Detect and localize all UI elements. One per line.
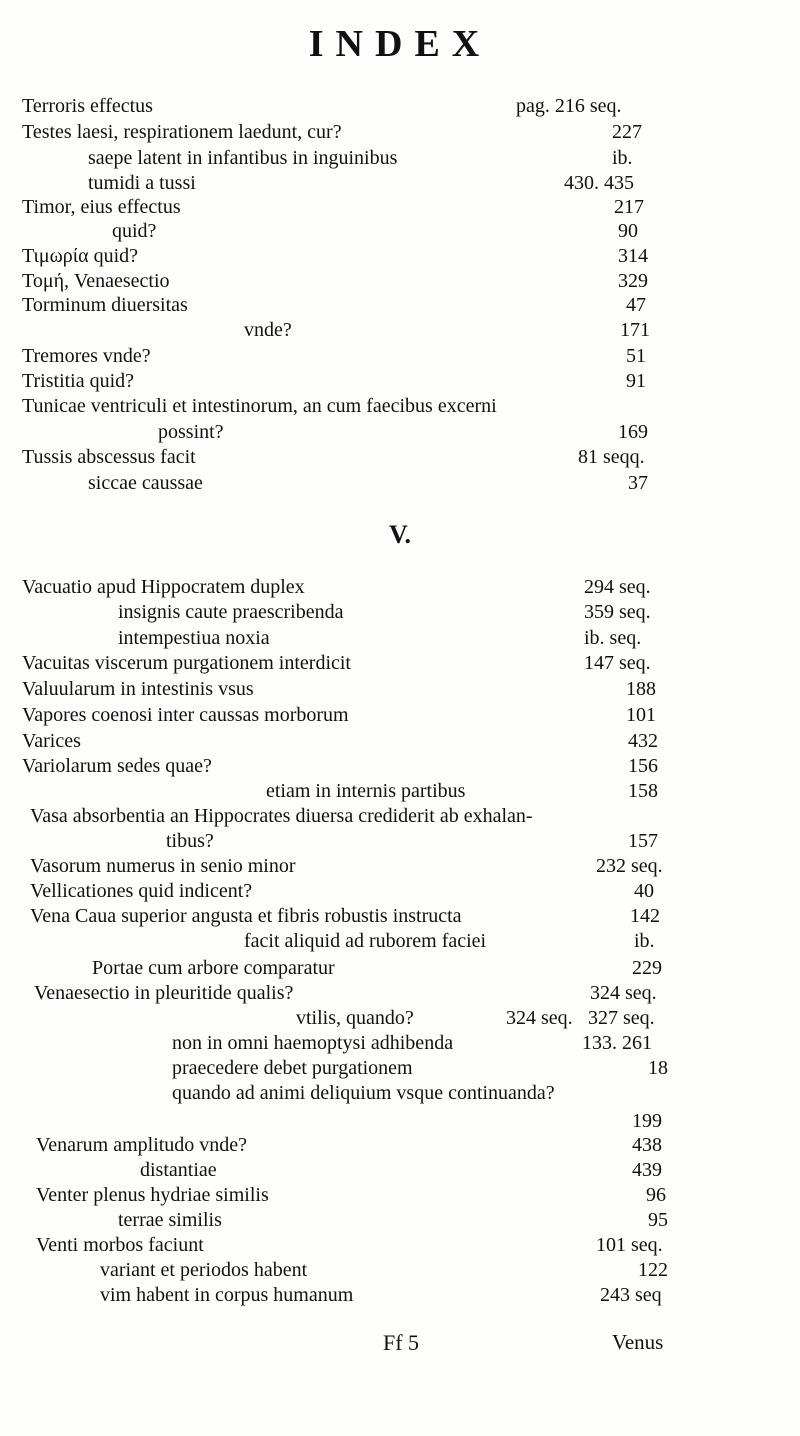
index-entry — [0, 368, 800, 394]
entry-page-ref: 438 — [632, 1134, 662, 1156]
entry-page-ref: 18 — [648, 1057, 668, 1079]
index-entry — [0, 194, 800, 220]
entry-page-ref: 158 — [628, 780, 658, 802]
entry-term: Τομή, Venaesectio — [22, 270, 170, 292]
index-entry — [0, 218, 800, 244]
entry-page-ref: 37 — [628, 472, 648, 494]
entry-term: Testes laesi, respirationem laedunt, cur? — [22, 121, 342, 143]
entry-term: Vasorum numerus in senio minor — [30, 855, 296, 877]
index-entry — [0, 444, 800, 470]
entry-term: Variolarum sedes quae? — [22, 755, 212, 777]
index-entry — [0, 1182, 800, 1208]
entry-term: etiam in internis partibus — [266, 780, 466, 802]
entry-page-ref: 243 seq — [600, 1284, 662, 1306]
index-entry — [0, 268, 800, 294]
index-entry — [0, 243, 800, 269]
index-entry — [0, 853, 800, 879]
entry-page-ref: 327 seq. — [588, 1007, 655, 1029]
entry-term: Tussis abscessus facit — [22, 446, 196, 468]
entry-page-ref: 232 seq. — [596, 855, 663, 877]
entry-page-ref: 51 — [626, 345, 646, 367]
index-entry — [0, 1030, 800, 1056]
entry-term: Venaesectio in pleuritide qualis? — [34, 982, 294, 1004]
index-entry — [0, 753, 800, 779]
entry-term: insignis caute praescribenda — [118, 601, 344, 623]
index-entry — [0, 1080, 800, 1106]
entry-page-ref: 432 — [628, 730, 658, 752]
index-entry — [0, 625, 800, 651]
entry-page-ref: 81 seqq. — [578, 446, 645, 468]
entry-term: Venti morbos faciunt — [36, 1234, 204, 1256]
entry-page-ref-secondary: 324 seq. — [506, 1007, 573, 1029]
entry-page-ref: 95 — [648, 1209, 668, 1231]
entry-term: Venter plenus hydriae similis — [36, 1184, 269, 1206]
index-entry — [0, 1055, 800, 1081]
index-entry — [0, 702, 800, 728]
index-entry — [0, 650, 800, 676]
entry-page-ref: ib. — [634, 930, 655, 952]
index-entry — [0, 980, 800, 1006]
entry-page-ref: 329 — [618, 270, 648, 292]
index-entry — [0, 828, 800, 854]
entry-term: variant et periodos habent — [100, 1259, 308, 1281]
index-entry — [0, 1257, 800, 1283]
section-letter: V. — [389, 520, 411, 549]
entry-term: vim habent in corpus humanum — [100, 1284, 354, 1306]
entry-page-ref: 91 — [626, 370, 646, 392]
entry-page-ref: 133. 261 — [582, 1032, 652, 1054]
entry-page-ref: 142 — [630, 905, 660, 927]
entry-term: Venarum amplitudo vnde? — [36, 1134, 248, 1156]
entry-page-ref: 96 — [646, 1184, 666, 1206]
entry-page-ref: 47 — [626, 294, 646, 316]
index-entry — [0, 292, 800, 318]
entry-term: Vacuitas viscerum purgationem interdicit — [22, 652, 351, 674]
index-entry — [0, 1207, 800, 1233]
entry-term: terrae similis — [118, 1209, 222, 1231]
index-entry — [0, 1132, 800, 1158]
index-entry — [0, 955, 800, 981]
entry-term: siccae caussae — [88, 472, 203, 494]
entry-term: tumidi a tussi — [88, 172, 196, 194]
entry-term: Valuularum in intestinis vsus — [22, 678, 254, 700]
index-entry — [0, 1232, 800, 1258]
catchword: Venus — [612, 1330, 664, 1354]
entry-page-ref: 156 — [628, 755, 658, 777]
entry-term: Vapores coenosi inter caussas morborum — [22, 704, 349, 726]
entry-term: Terroris effectus — [22, 95, 153, 117]
index-entry — [0, 119, 800, 145]
index-entry — [0, 93, 800, 119]
entry-term: Vellicationes quid indicent? — [30, 880, 253, 902]
entry-term: Vena Caua superior angusta et fibris robustis instructa — [30, 905, 462, 927]
entry-page-ref: 101 — [626, 704, 656, 726]
page-title: INDEX — [308, 23, 492, 65]
entry-term: vtilis, quando? — [296, 1007, 414, 1029]
index-entry — [0, 470, 800, 496]
index-entry — [0, 903, 800, 929]
entry-page-ref: 169 — [618, 421, 648, 443]
entry-term: Tremores vnde? — [22, 345, 151, 367]
entry-term: Varices — [22, 730, 81, 752]
entry-page-ref: 314 — [618, 245, 648, 267]
entry-term: praecedere debet purgationem — [172, 1057, 413, 1079]
entry-page-ref: 430. 435 — [564, 172, 634, 194]
index-entry — [0, 878, 800, 904]
entry-term: distantiae — [140, 1159, 217, 1181]
index-entry — [0, 419, 800, 445]
entry-term: intempestiua noxia — [118, 627, 270, 649]
index-entry — [0, 145, 800, 171]
index-entry — [0, 170, 800, 196]
entry-term: non in omni haemoptysi adhibenda — [172, 1032, 454, 1054]
entry-page-ref: 199 — [632, 1110, 662, 1132]
entry-term: quando ad animi deliquium vsque continuanda? — [172, 1082, 555, 1104]
index-entry — [0, 676, 800, 702]
index-entry — [0, 574, 800, 600]
entry-page-ref: 90 — [618, 220, 638, 242]
entry-term: saepe latent in infantibus in inguinibus — [88, 147, 398, 169]
entry-term: Tristitia quid? — [22, 370, 135, 392]
entry-page-ref: 439 — [632, 1159, 662, 1181]
entry-page-ref: 229 — [632, 957, 662, 979]
index-entry — [0, 1005, 800, 1031]
entry-page-ref: 101 seq. — [596, 1234, 663, 1256]
entry-term: vnde? — [244, 319, 292, 341]
index-entry — [0, 317, 800, 343]
entry-page-ref: 40 — [634, 880, 654, 902]
entry-term: Portae cum arbore comparatur — [92, 957, 335, 979]
index-entry — [0, 1157, 800, 1183]
index-entry — [0, 599, 800, 625]
index-entry — [0, 928, 800, 954]
entry-term: Vasa absorbentia an Hippocrates diuersa crediderit ab exhalan- — [30, 805, 533, 827]
index-entry — [0, 778, 800, 804]
index-entry — [0, 393, 800, 419]
entry-page-ref: ib. — [612, 147, 633, 169]
entry-term: Timor, eius effectus — [22, 196, 181, 218]
entry-term: facit aliquid ad ruborem faciei — [244, 930, 487, 952]
entry-term: Torminum diuersitas — [22, 294, 188, 316]
signature-mark: Ff 5 — [383, 1330, 420, 1355]
entry-term: Τιμωρία quid? — [22, 245, 139, 267]
entry-term: Vacuatio apud Hippocratem duplex — [22, 576, 305, 598]
entry-page-ref: 294 seq. — [584, 576, 651, 598]
entry-page-ref: 324 seq. — [590, 982, 657, 1004]
index-entry — [0, 343, 800, 369]
index-entry — [0, 728, 800, 754]
entry-page-ref: 171 — [620, 319, 650, 341]
entry-page-ref: 188 — [626, 678, 656, 700]
entry-page-ref: 217 — [614, 196, 644, 218]
entry-page-ref: 147 seq. — [584, 652, 651, 674]
entry-page-ref: pag. 216 seq. — [516, 95, 622, 117]
index-entry — [0, 1108, 800, 1134]
entry-term: possint? — [158, 421, 224, 443]
entry-page-ref: ib. seq. — [584, 627, 642, 649]
entry-page-ref: 122 — [638, 1259, 668, 1281]
entry-term: tibus? — [166, 830, 214, 852]
entry-page-ref: 227 — [612, 121, 642, 143]
entry-term: quid? — [112, 220, 157, 242]
index-entry — [0, 803, 800, 829]
entry-page-ref: 359 seq. — [584, 601, 651, 623]
entry-term: Tunicae ventriculi et intestinorum, an cum faecibus excerni — [22, 395, 497, 417]
entry-page-ref: 157 — [628, 830, 658, 852]
index-entry — [0, 1282, 800, 1308]
